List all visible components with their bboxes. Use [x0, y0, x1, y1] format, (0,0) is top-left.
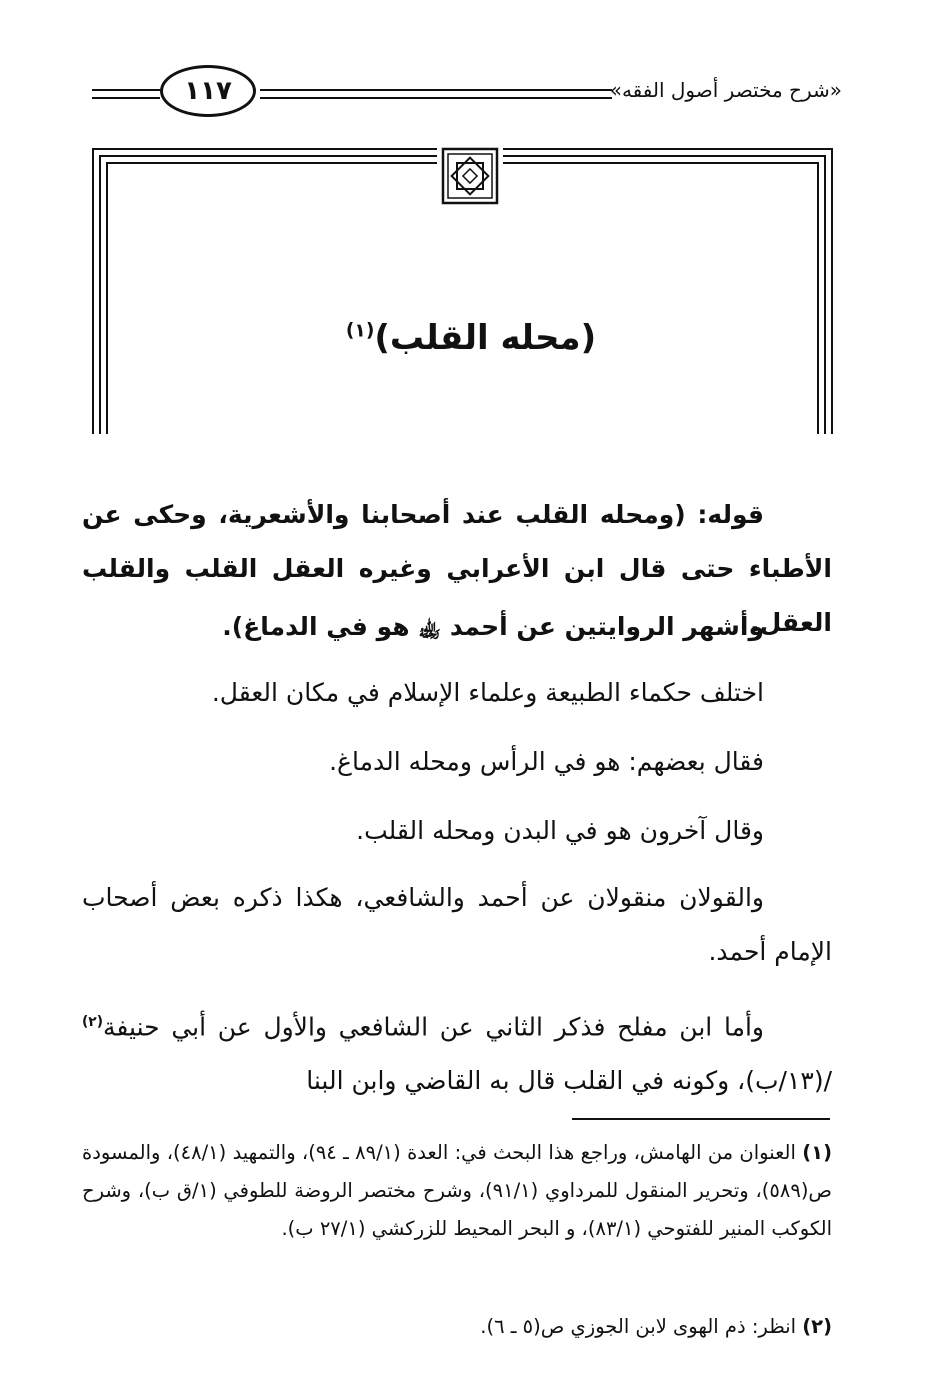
frame-right-2 [824, 155, 826, 434]
footnote-1-text: العنوان من الهامش، وراجع هذا البحث في: العدة (٨٩/١ ـ ٩٤)، والتمهيد (٤٨/١)، والمسودة ص(٥٨٩)، وتحرير المنقول للمرداوي (٩١/١)، وشرح مختصر الروضة للطوفي (١/ق ب)، وشرح الكوكب المنير للفتوحي (٨٣/١)، و البحر المحيط للزركشي (٢٧/١ ب). [82, 1141, 832, 1240]
footnote-1 [82, 1134, 832, 1248]
running-title: «شرح مختصر أصول الفقه» [609, 78, 842, 102]
footnote-2-number: (٢) [802, 1315, 832, 1338]
frame-top-right-2 [503, 155, 826, 157]
paragraph-5: وقال آخرون هو في البدن ومحله القلب. [356, 816, 764, 845]
paragraph-7-note-ref: (٢) [82, 1014, 103, 1030]
header-rule-left-top [92, 89, 160, 91]
frame-top-right-3 [503, 162, 819, 164]
page-number [160, 65, 256, 117]
chapter-title [150, 318, 792, 358]
frame-left-2 [99, 155, 101, 434]
paragraph-quote-2: وأشهر الروايتين عن أحمد ﵀ هو في الدماغ). [222, 612, 764, 641]
footnote-2-text: انظر: ذم الهوى لابن الجوزي ص(٥ ـ ٦). [480, 1315, 797, 1338]
frame-right-3 [817, 162, 819, 434]
footnote-separator [572, 1118, 830, 1120]
frame-left-3 [106, 162, 108, 434]
paragraph-7-b: /(١٣/ب)، وكونه في القلب قال به القاضي وابن البنا [306, 1066, 832, 1096]
paragraph-4: فقال بعضهم: هو في الرأس ومحله الدماغ. [329, 747, 764, 776]
header-rule-right-bottom [260, 97, 612, 99]
star-ornament-icon [441, 147, 499, 205]
page-number-text: ١١٧ [184, 76, 232, 106]
header-rule-left-bottom [92, 97, 160, 99]
chapter-title-note-ref: (١) [345, 320, 375, 342]
paragraph-7-a: وأما ابن مفلح فذكر الثاني عن الشافعي والأول عن أبي حنيفة [103, 1012, 764, 1042]
frame-top-left-1 [92, 148, 437, 150]
footnote-1-number: (١) [802, 1141, 832, 1164]
header-rule-right-top [260, 89, 612, 91]
frame-top-right-1 [503, 148, 833, 150]
frame-top-left-2 [99, 155, 437, 157]
paragraph-3: اختلف حكماء الطبيعة وعلماء الإسلام في مكان العقل. [211, 678, 764, 707]
footnote-2 [82, 1308, 832, 1346]
chapter-title-text: (محله القلب) [374, 318, 597, 358]
paragraph-quote: قوله: (ومحله القلب عند أصحابنا والأشعرية، وحكى عن الأطباء حتى قال ابن الأعرابي وغيره العقل القلب والقلب العقل. [82, 500, 832, 637]
frame-left-1 [92, 148, 94, 434]
paragraph-7 [82, 995, 832, 1108]
paragraph-6: والقولان منقولان عن أحمد والشافعي، هكذا ذكره بعض أصحاب الإمام أحمد. [82, 883, 832, 966]
frame-top-left-3 [106, 162, 437, 164]
frame-right-1 [831, 148, 833, 434]
